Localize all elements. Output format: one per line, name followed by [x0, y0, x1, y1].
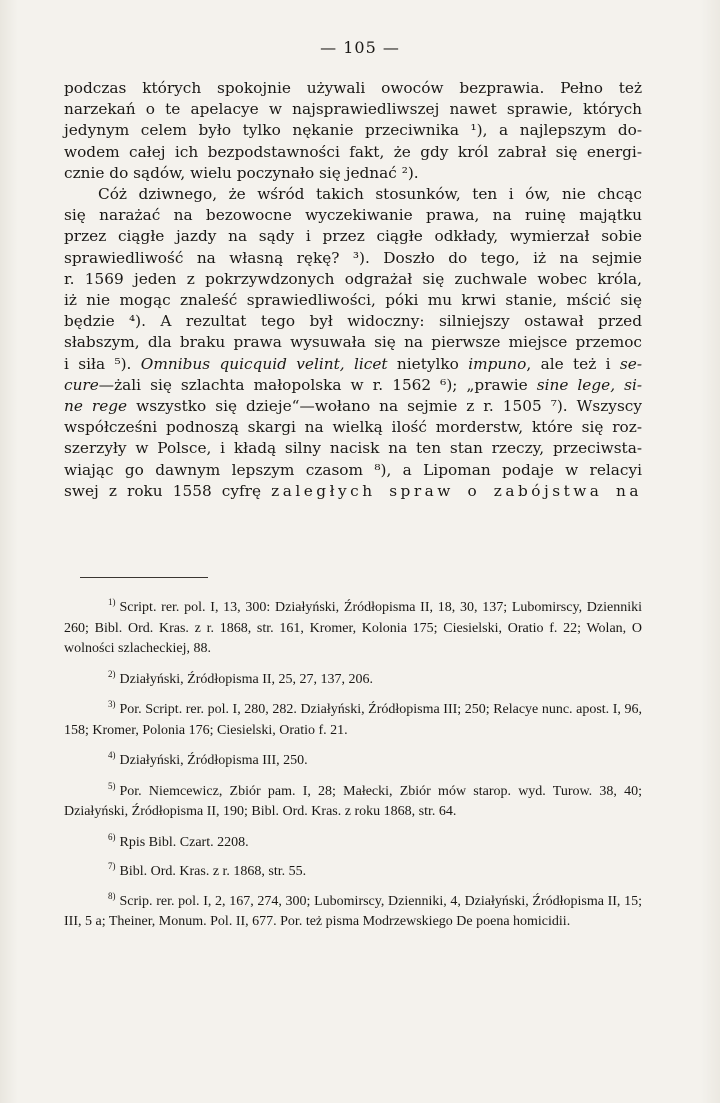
footnote-text: Bibl. Ord. Kras. z r. 1868, str. 55.	[119, 864, 307, 879]
text-run: i siła ⁵).	[64, 354, 141, 373]
text-run: swej z roku 1558 cyfrę	[64, 481, 272, 500]
footnote-mark: 6)	[108, 831, 116, 842]
text-line: sprawiedliwość na własną rękę? ³). Doszło do tego, iż na sejmie	[64, 248, 642, 267]
text-run: , ale też i	[526, 354, 620, 373]
footnote	[64, 833, 642, 854]
latin-word: cure	[64, 375, 99, 394]
footnote	[64, 751, 642, 772]
footnote	[64, 892, 642, 933]
text-line	[64, 354, 642, 375]
footnotes	[64, 598, 642, 943]
footnote-text: Scrip. rer. pol. I, 2, 167, 274, 300; Lubomirscy, Dzienniki, 4, Działyński, Źródłopisma II, 15; III, 5 a; Theiner, Monum. Pol. II, 677. Por. też pisma Modrzewskiego De poena homicidii.	[64, 893, 642, 929]
text-line: narzekań o te apelacye w najsprawiedliwszej nawet sprawie, których	[64, 100, 642, 119]
footnote-mark: 1)	[108, 597, 116, 608]
latin-phrase: sine lege, si-	[536, 375, 643, 394]
text-line: wodem całej ich bezpodstawności fakt, że gdy król zabrał się energi-	[64, 142, 642, 161]
footnote-text: Działyński, Źródłopisma III, 250.	[119, 753, 308, 768]
footnote	[64, 670, 642, 691]
footnote-mark: 2)	[108, 668, 116, 679]
spaced-emphasis: zaległych spraw o zabójstwa na	[271, 481, 643, 500]
text-run: wszystko się dzieje“—wołano na sejmie z r. 1505 ⁷). Wszyscy	[127, 397, 642, 416]
main-text	[64, 78, 642, 502]
page-number: — 105 —	[320, 38, 400, 57]
footnote	[64, 700, 642, 741]
text-run: —żali się szlachta małopolska w r. 1562 ⁶); „prawie	[98, 375, 537, 394]
footnote	[64, 862, 642, 883]
footnote-mark: 5)	[108, 780, 116, 791]
latin-phrase: Omnibus quicquid velint, licet	[140, 354, 388, 373]
text-line: się narażać na bezowocne wyczekiwanie prawa, na ruinę majątku	[64, 206, 642, 225]
text-line: podczas których spokojnie używali owoców bezprawia. Pełno też	[64, 79, 642, 97]
text-line: Cóż dziwnego, że wśród takich stosunków, ten i ów, nie chcąc	[98, 185, 642, 204]
paragraph-2	[64, 184, 642, 502]
text-line	[64, 375, 642, 396]
footnote-mark: 4)	[108, 750, 116, 761]
text-line: przez ciągłe jazdy na sądy i przez ciągłe odkłady, wymierzał sobie	[64, 227, 642, 246]
text-line	[64, 481, 642, 502]
footnote	[64, 598, 642, 660]
latin-phrase: ne rege	[64, 397, 128, 416]
text-line: szerzyły w Polsce, i kładą silny nacisk na ten stan rzeczy, przeciwsta-	[64, 439, 642, 458]
latin-word: se-	[619, 354, 642, 373]
footnote-mark: 3)	[108, 699, 116, 710]
footnote-divider	[80, 577, 208, 578]
text-line: jedynym celem było tylko nękanie przeciwnika ¹), a najlepszym do-	[64, 121, 642, 140]
text-line: współcześni podnoszą skargi na wielką ilość morderstw, które się roz-	[64, 418, 642, 437]
text-line	[64, 396, 642, 417]
footnote-text: Por. Niemcewicz, Zbiór pam. I, 28; Małecki, Zbiór mów starop. wyd. Turow. 38, 40; Działyński, Źródłopisma II, 190; Bibl. Ord. Kras. z roku 1868, str. 64.	[64, 783, 642, 819]
text-line: cznie do sądów, wielu poczynało się jednać ²).	[64, 163, 419, 182]
footnote-text: Rpis Bibl. Czart. 2208.	[119, 834, 249, 850]
text-line: iż nie mogąc znaleść sprawiedliwości, póki mu krwi stanie, mścić się	[64, 291, 642, 310]
text-line: słabszym, dla braku prawa wysuwała się na pierwsze miejsce przemoc	[64, 333, 642, 352]
text-line: wiając go dawnym lepszym czasom ⁸), a Lipoman podaje w relacyi	[64, 460, 642, 479]
paragraph-1	[64, 78, 642, 184]
text-line: r. 1569 jeden z pokrzywdzonych odgrażał się zuchwale wobec króla,	[64, 269, 642, 288]
footnote-text: Por. Script. rer. pol. I, 280, 282. Działyński, Źródłopisma III; 250; Relacye nunc. apost. I, 96, 158; Kromer, Polonia 176; Ciesielski, Oratio f. 21.	[64, 702, 642, 738]
text-run: nietylko	[387, 354, 469, 373]
footnote-mark: 8)	[108, 890, 116, 901]
latin-word: impuno	[468, 354, 527, 373]
text-line: będzie ⁴). A rezultat tego był widoczny: silniejszy ostawał przed	[64, 312, 642, 331]
footnote	[64, 782, 642, 823]
footnote-text: Działyński, Źródłopisma II, 25, 27, 137, 206.	[119, 671, 374, 687]
footnote-mark: 7)	[108, 861, 116, 872]
footnote-text: Script. rer. pol. I, 13, 300: Działyński, Źródłopisma II, 18, 30, 137; Lubomirscy, Dzienniki 260; Bibl. Ord. Kras. z r. 1868, str. 161, Kromer, Kolonia 175; Ciesielski, Oratio f. 22; Wolan, O wolności szlacheckiej, 88.	[64, 600, 642, 656]
